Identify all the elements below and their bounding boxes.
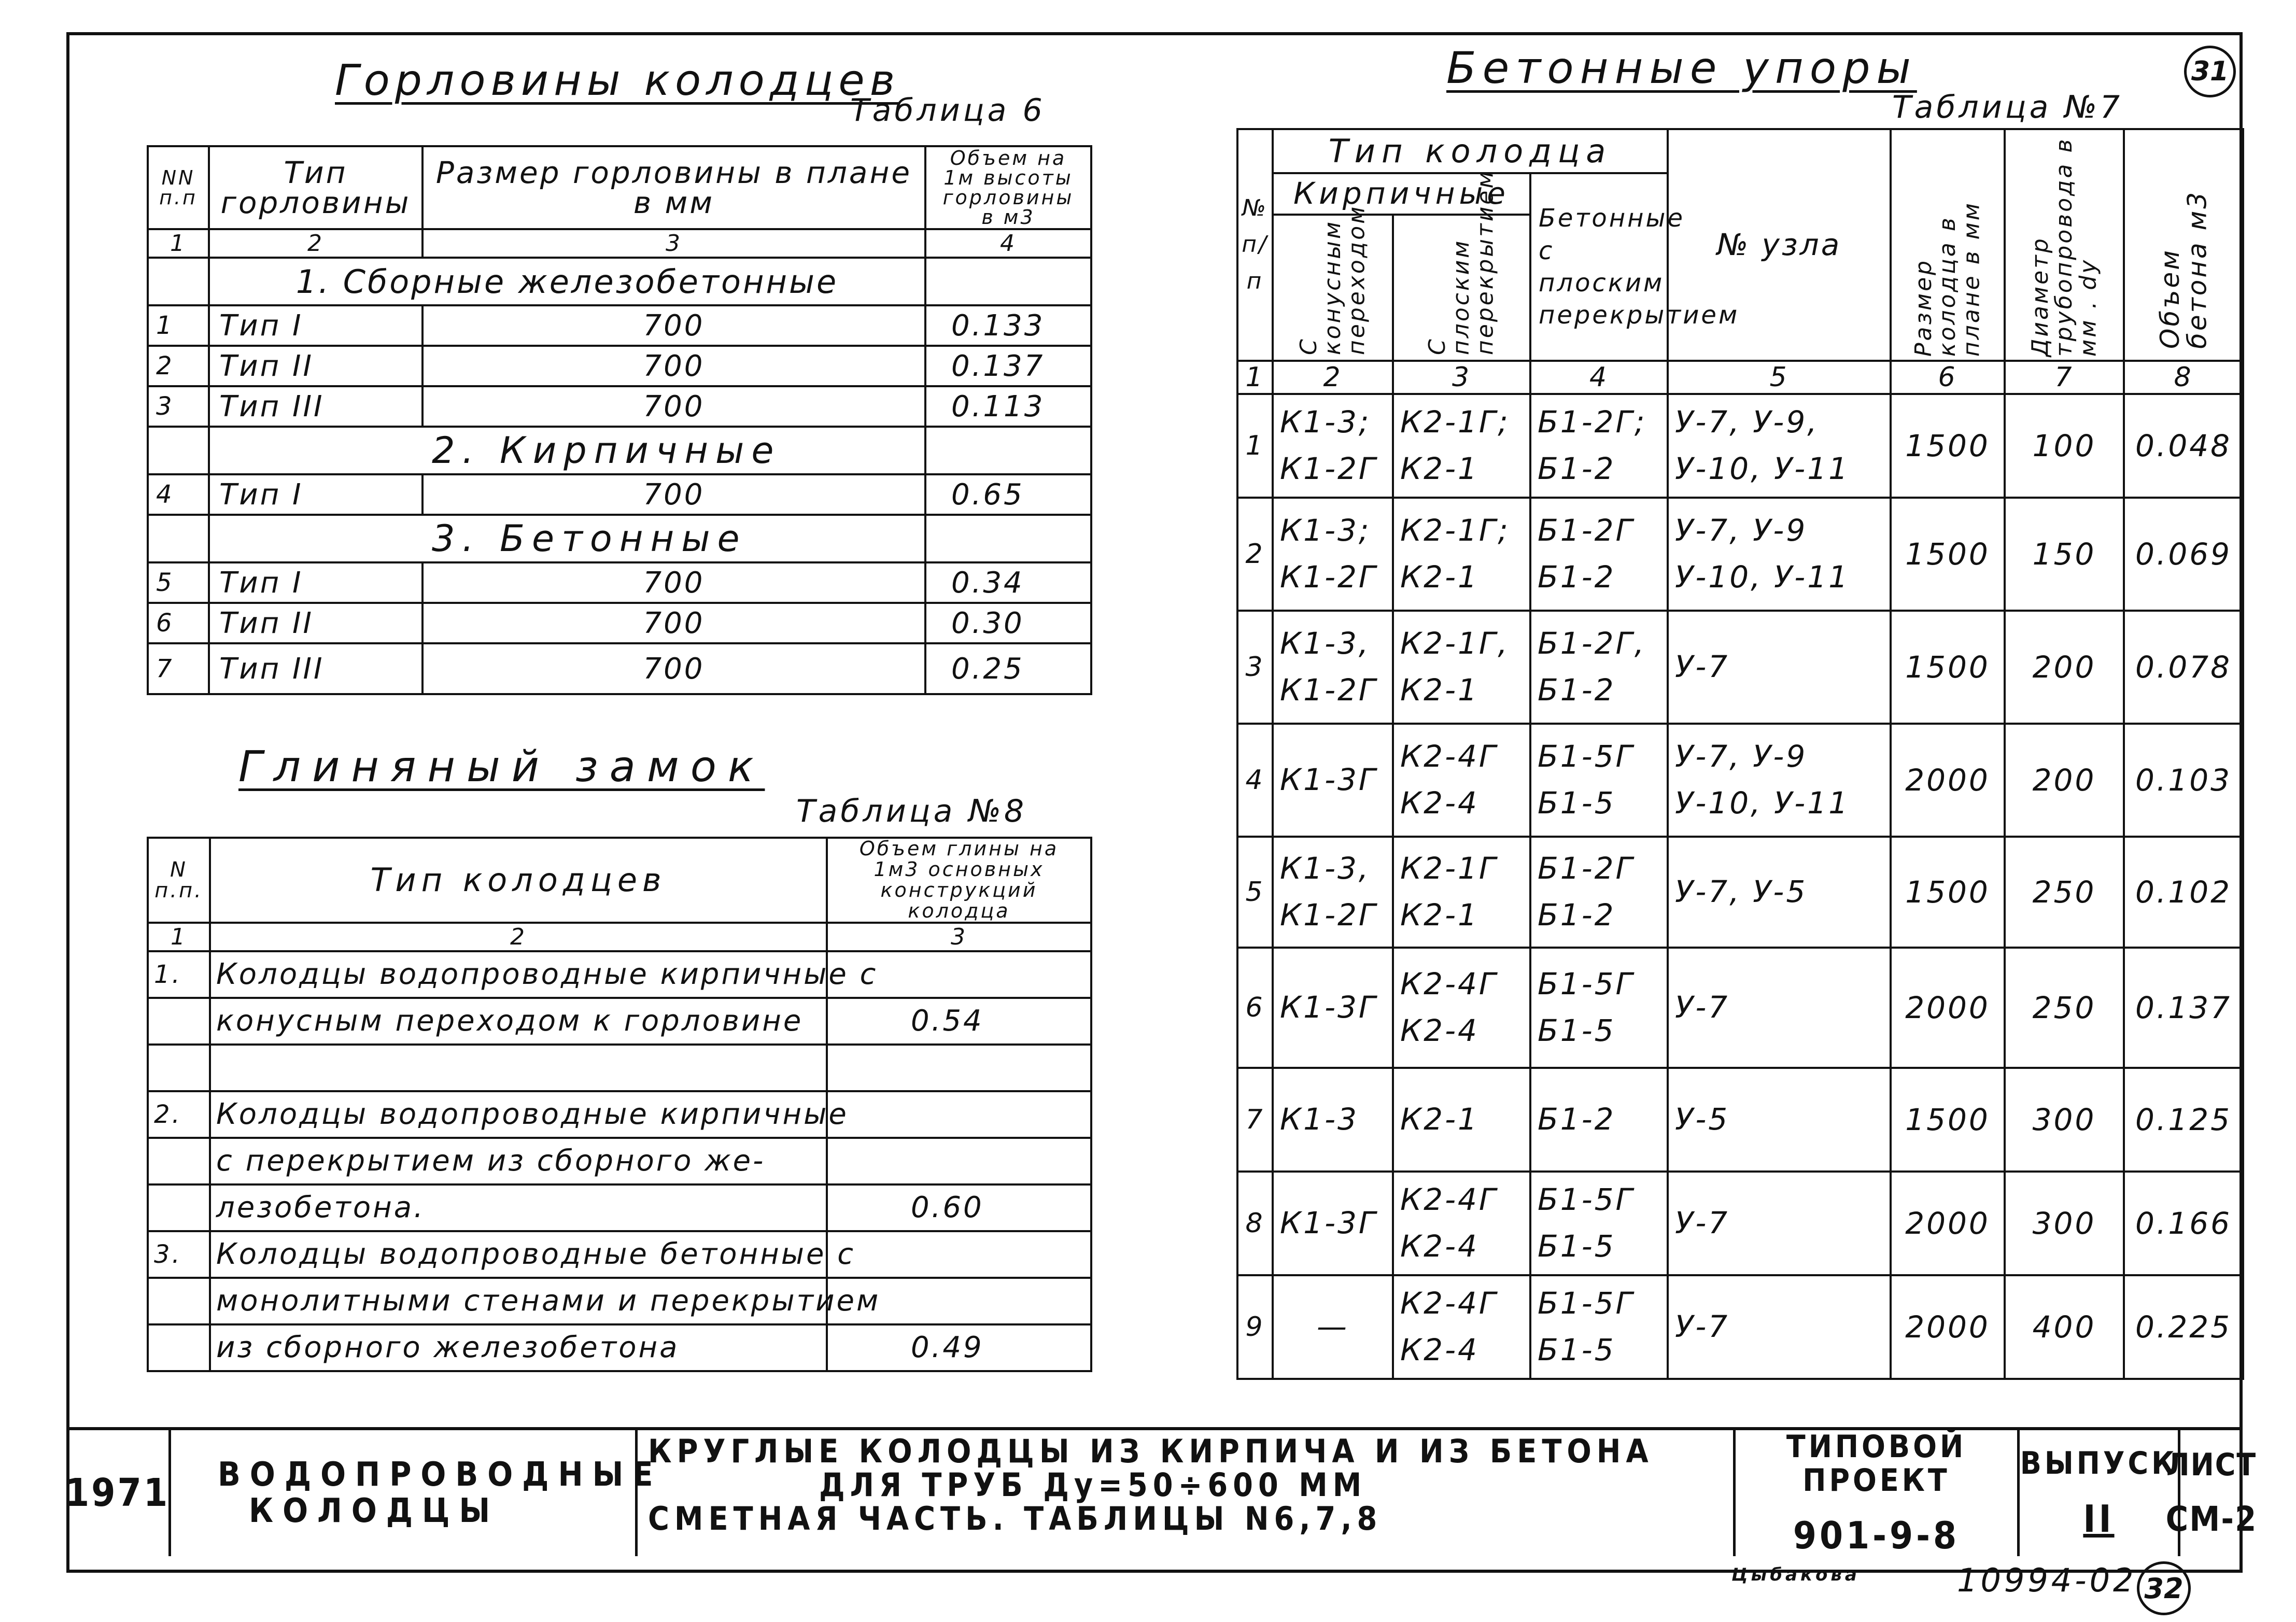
table6-cell-n: 2 (148, 346, 209, 386)
table7-cell-cone (1273, 611, 1393, 724)
table8-empty-cell (148, 1045, 210, 1091)
description-line-1: КРУГЛЫЕ КОЛОДЦЫ ИЗ КИРПИЧА И ИЗ БЕТОНА (648, 1432, 1654, 1470)
table8-cell-value: 0.49 (827, 1324, 1091, 1371)
table8-empty-cell (827, 1231, 1091, 1278)
table8-cell-text: лезобетона. (210, 1184, 827, 1231)
table6-header-type: Тип горловины (209, 146, 422, 229)
table6-section-title: 1. Сборные железобетонные (209, 258, 925, 305)
table6-cell-size: 700 (422, 305, 925, 346)
table7-cell-volume: 0.166 (2124, 1172, 2243, 1275)
issue-value: II (2083, 1497, 2115, 1541)
table7-header-cone-cell (1273, 204, 1393, 361)
table7-header-diameter: Диаметр трубопровода в мм . dу (2026, 137, 2102, 357)
table7-cell-concrete-line: Б1-5Г (1538, 739, 1635, 774)
table6-cell-type: Тип I (209, 305, 422, 346)
table7-colnum: 7 (2005, 361, 2124, 394)
table7-cell-size: 2000 (1891, 1172, 2005, 1275)
table7-cell-flat (1393, 1275, 1530, 1379)
table-row (148, 1278, 1091, 1324)
table6-cell-type: Тип III (209, 386, 422, 427)
table6 (147, 145, 1092, 695)
table7-cell-flat-line: К2-1 (1400, 559, 1479, 595)
table7-cell-concrete-line: Б1-2 (1538, 672, 1616, 708)
table7-cell-flat-line: К2-4Г (1400, 1182, 1498, 1218)
table-row (1237, 1275, 2243, 1379)
table7-cell-concrete-line: Б1-2 (1538, 451, 1616, 486)
description-line-3: СМЕТНАЯ ЧАСТЬ. ТАБЛИЦЫ N6,7,8 (648, 1500, 1383, 1538)
table6-title: Горловины колодцев (335, 56, 900, 105)
table7-cell-size: 2000 (1891, 948, 2005, 1068)
table7-cell-cone-line: — (1317, 1309, 1349, 1345)
table7-cell-node (1668, 724, 1891, 837)
table7-cell-flat (1393, 394, 1530, 498)
table7-cell-concrete-line: Б1-5 (1538, 1332, 1616, 1367)
table8-empty-cell (827, 1045, 1091, 1091)
table-row (1237, 498, 2243, 611)
table6-empty-cell (925, 258, 1091, 305)
table-row (148, 1231, 1091, 1278)
table7-header-brick-flat: С плоским перекрытием (1424, 169, 1499, 355)
table-row (148, 386, 1091, 427)
table8-cell-n: 1. (148, 951, 210, 998)
table7-header-node: № узла (1668, 129, 1891, 361)
table8-colnum: 2 (210, 923, 827, 951)
table7-cell-diameter: 200 (2005, 611, 2124, 724)
table7-cell-concrete-line: Б1-5Г (1538, 1286, 1635, 1321)
table7-cell-cone-line: К1-3Г (1280, 762, 1378, 798)
table7-colnum: 1 (1237, 361, 1273, 394)
table8-cell-text: конусным переходом к горловине (210, 998, 827, 1045)
table6-cell-n: 4 (148, 474, 209, 515)
table7-header-dia-cell (2005, 129, 2124, 361)
title-block-year: 1971 (66, 1430, 171, 1556)
title-block-sheet (2165, 1430, 2258, 1556)
table6-empty-cell (209, 427, 422, 474)
table7-cell-volume: 0.125 (2124, 1068, 2243, 1172)
table7-body (1237, 394, 2243, 1379)
table7-cell-node (1668, 837, 1891, 948)
table7-cell-size: 1500 (1891, 394, 2005, 498)
table6-cell-volume: 0.137 (925, 346, 1091, 386)
table7-cell-diameter: 250 (2005, 948, 2124, 1068)
table7-header-n: № п/п (1237, 129, 1273, 361)
table7-cell-size: 2000 (1891, 1275, 2005, 1379)
doc-number: 10994-02 (1957, 1561, 2137, 1599)
table7-cell-concrete (1530, 1275, 1668, 1379)
table7-header-well-type: Тип колодца (1273, 129, 1668, 173)
signature: Цыбакова (1731, 1564, 1860, 1585)
table7-cell-flat-line: К2-1 (1400, 672, 1479, 708)
table7-cell-diameter: 100 (2005, 394, 2124, 498)
table7-cell-node-line: У-7 (1675, 1309, 1730, 1345)
table7-cell-n: 9 (1237, 1275, 1273, 1379)
table8-cell-text: из сборного железобетона (210, 1324, 827, 1371)
table6-cell-type: Тип II (209, 346, 422, 386)
table-row (148, 1324, 1091, 1371)
table7-cell-volume: 0.103 (2124, 724, 2243, 837)
table7-cell-flat (1393, 724, 1530, 837)
table7-cell-cone-line: К1-3 (1280, 1102, 1359, 1137)
table7-cell-concrete-line: Б1-2Г (1538, 513, 1635, 548)
table6-cell-size: 700 (422, 603, 925, 643)
table7-cell-concrete-line: Б1-5 (1538, 1229, 1616, 1264)
table7-cell-flat (1393, 948, 1530, 1068)
table7-colnum: 5 (1668, 361, 1891, 394)
table7-cell-concrete (1530, 948, 1668, 1068)
table6-cell-volume: 0.113 (925, 386, 1091, 427)
table7-cell-cone-line: К1-2Г (1280, 559, 1378, 595)
table7-cell-flat (1393, 611, 1530, 724)
table6-cell-n: 6 (148, 603, 209, 643)
table7-cell-node-line: У-7, У-9 (1675, 513, 1808, 548)
table7-cell-n: 4 (1237, 724, 1273, 837)
table6-empty-cell (148, 258, 209, 305)
table6-cell-type: Тип I (209, 474, 422, 515)
table7-cell-concrete (1530, 837, 1668, 948)
table7-cell-flat-line: К2-1 (1400, 897, 1479, 933)
table8 (147, 837, 1092, 1372)
table-row (148, 1184, 1091, 1231)
table7-cell-diameter: 300 (2005, 1172, 2124, 1275)
table7-cell-size: 1500 (1891, 611, 2005, 724)
table6-cell-volume: 0.133 (925, 305, 1091, 346)
table-row (1237, 724, 2243, 837)
table7-cell-concrete-line: Б1-5 (1538, 1013, 1616, 1048)
table7-cell-concrete (1530, 498, 1668, 611)
table7-cell-concrete-line: Б1-2Г; (1538, 404, 1647, 440)
table8-empty-cell (827, 1091, 1091, 1138)
table7-cell-flat-line: К2-4 (1400, 1332, 1479, 1367)
table7-cell-node-line: У-7 (1675, 990, 1730, 1025)
table8-empty-cell (148, 1278, 210, 1324)
table7-cell-concrete-line: Б1-5Г (1538, 966, 1635, 1002)
table7-colnum: 6 (1891, 361, 2005, 394)
table8-colnum: 3 (827, 923, 1091, 951)
table-row (148, 346, 1091, 386)
table7-cell-node (1668, 611, 1891, 724)
table7-cell-cone (1273, 837, 1393, 948)
table6-header-n: NN п.п (148, 146, 209, 229)
table6-colnum: 1 (148, 229, 209, 258)
table8-header-n: N п.п. (148, 838, 210, 923)
table7-cell-flat-line: К2-1 (1400, 1102, 1479, 1137)
table6-caption: Таблица 6 (850, 92, 1046, 129)
table7-cell-node-line: У-10, У-11 (1675, 559, 1850, 595)
table7-cell-n: 5 (1237, 837, 1273, 948)
table7-cell-concrete-line: Б1-2 (1538, 1102, 1616, 1137)
table8-empty-cell (148, 1324, 210, 1371)
table7-cell-node-line: У-7 (1675, 1205, 1730, 1241)
table7-cell-volume: 0.078 (2124, 611, 2243, 724)
table7-cell-diameter: 250 (2005, 837, 2124, 948)
table-row (148, 305, 1091, 346)
table7-caption: Таблица №7 (1892, 89, 2123, 125)
next-page-badge (2137, 1561, 2191, 1615)
table7-cell-node-line: У-7, У-5 (1675, 874, 1808, 910)
table7-cell-concrete (1530, 394, 1668, 498)
table8-cell-text: Колодцы водопроводные кирпичные (210, 1091, 827, 1138)
table7-cell-flat-line: К2-4 (1400, 1013, 1479, 1048)
table7-cell-diameter: 150 (2005, 498, 2124, 611)
table7-cell-node-line: У-5 (1675, 1102, 1730, 1137)
table-row (1237, 611, 2243, 724)
table7-cell-n: 7 (1237, 1068, 1273, 1172)
table7-cell-concrete-line: Б1-5 (1538, 785, 1616, 821)
table7-colnum: 4 (1530, 361, 1668, 394)
table7-header-size: Размер колодца в плане в мм (1910, 201, 1985, 357)
table8-header-type: Тип колодцев (210, 838, 827, 923)
page-number: 31 (2191, 56, 2229, 87)
table6-section-row (148, 427, 1091, 474)
table-row (148, 1138, 1091, 1184)
table7-cell-flat (1393, 837, 1530, 948)
table7-cell-cone-line: К1-2Г (1280, 897, 1378, 933)
table7-cell-node-line: У-10, У-11 (1675, 451, 1850, 486)
table7-cell-concrete (1530, 611, 1668, 724)
table8-cell-text: монолитными стенами и перекрытием (210, 1278, 827, 1324)
sheet-value: СМ-2 (2165, 1499, 2258, 1540)
table7-cell-flat (1393, 1172, 1530, 1275)
table6-colnum: 3 (422, 229, 925, 258)
table7 (1236, 128, 2244, 1380)
table7-cell-concrete-line: Б1-2 (1538, 559, 1616, 595)
table-row (1237, 394, 2243, 498)
table6-section-row (148, 258, 1091, 305)
sheet-label: ЛИСТ (2166, 1447, 2257, 1484)
table7-cell-cone (1273, 1172, 1393, 1275)
table7-cell-n: 3 (1237, 611, 1273, 724)
table7-cell-cone-line: К1-2Г (1280, 672, 1378, 708)
table8-colnum: 1 (148, 923, 210, 951)
table7-header-size-cell (1891, 129, 2005, 361)
table8-empty-cell (148, 1138, 210, 1184)
title-block-project (1736, 1430, 2020, 1556)
table6-cell-size: 700 (422, 643, 925, 694)
table7-cell-volume: 0.048 (2124, 394, 2243, 498)
table7-cell-volume: 0.225 (2124, 1275, 2243, 1379)
table6-empty-cell (925, 427, 1091, 474)
table7-cell-cone-line: К1-3Г (1280, 990, 1378, 1025)
table7-cell-concrete-line: Б1-2 (1538, 897, 1616, 933)
table6-cell-size: 700 (422, 386, 925, 427)
table8-cell-text (210, 1045, 827, 1091)
table7-header-row (1237, 129, 2243, 173)
table6-header-row (148, 146, 1091, 229)
table7-cell-node (1668, 1068, 1891, 1172)
table7-cell-cone (1273, 1068, 1393, 1172)
table6-empty-cell (148, 427, 209, 474)
table7-cell-flat-line: К2-4Г (1400, 739, 1498, 774)
title-block-issue (2020, 1430, 2180, 1556)
description-line-2: ДЛЯ ТРУБ Ду=50÷600 ММ (819, 1466, 1367, 1504)
table7-cell-concrete (1530, 1172, 1668, 1275)
table7-cell-flat (1393, 1068, 1530, 1172)
table6-cell-n: 1 (148, 305, 209, 346)
table7-cell-flat (1393, 498, 1530, 611)
table-row (148, 474, 1091, 515)
table7-cell-concrete (1530, 724, 1668, 837)
table7-header-volume: Объем бетона м3 (2154, 190, 2213, 349)
table7-cell-concrete (1530, 1068, 1668, 1172)
table7-cell-cone-line: К1-3, (1280, 851, 1371, 886)
table7-cell-cone-line: К1-3; (1280, 404, 1371, 440)
table8-cell-text: Колодцы водопроводные бетонные с (210, 1231, 827, 1278)
table6-section-title: 2. Кирпичные (422, 427, 925, 474)
table7-cell-cone (1273, 394, 1393, 498)
table6-empty-cell (209, 515, 422, 562)
table-row (1237, 1068, 2243, 1172)
table7-cell-flat-line: К2-1Г (1400, 851, 1498, 886)
table7-cell-flat-line: К2-1 (1400, 451, 1479, 486)
table7-header-vol-cell (2124, 129, 2243, 361)
table6-empty-cell (925, 515, 1091, 562)
page-number-badge (2184, 46, 2236, 97)
table6-section-row (148, 515, 1091, 562)
table6-column-numbers (148, 229, 1091, 258)
table7-cell-size: 1500 (1891, 837, 2005, 948)
title-block-description (638, 1430, 1736, 1556)
table-row (148, 998, 1091, 1045)
table7-cell-node (1668, 1275, 1891, 1379)
table6-cell-volume: 0.34 (925, 562, 1091, 603)
project-label: ТИПОВОЙ ПРОЕКТ (1786, 1428, 1967, 1499)
table7-cell-flat-line: К2-1Г, (1400, 626, 1510, 661)
table7-cell-flat-line: К2-1Г; (1400, 513, 1510, 548)
table8-cell-n: 2. (148, 1091, 210, 1138)
table-row (148, 562, 1091, 603)
table-row (1237, 1172, 2243, 1275)
table-row (148, 643, 1091, 694)
table6-empty-cell (148, 515, 209, 562)
table6-header-size: Размер горловины в плане в мм (422, 146, 925, 229)
subject-line-2: КОЛОДЦЫ (249, 1491, 500, 1530)
table7-cell-flat-line: К2-1Г; (1400, 404, 1510, 440)
table7-cell-n: 8 (1237, 1172, 1273, 1275)
table6-cell-volume: 0.30 (925, 603, 1091, 643)
table6-cell-n: 7 (148, 643, 209, 694)
table7-cell-size: 1500 (1891, 1068, 2005, 1172)
table7-cell-flat-line: К2-4 (1400, 785, 1479, 821)
table8-cell-text: Колодцы водопроводные кирпичные с (210, 951, 827, 998)
table8-empty-cell (148, 998, 210, 1045)
table8-cell-text: с перекрытием из сборного же- (210, 1138, 827, 1184)
table6-cell-size: 700 (422, 474, 925, 515)
table7-cell-flat-line: К2-4Г (1400, 966, 1498, 1002)
table8-cell-value: 0.54 (827, 998, 1091, 1045)
table7-cell-n: 6 (1237, 948, 1273, 1068)
next-page-number: 32 (2144, 1572, 2184, 1605)
table-row (1237, 837, 2243, 948)
title-block-subject (171, 1430, 663, 1556)
table6-cell-n: 5 (148, 562, 209, 603)
table7-cell-concrete-line: Б1-5Г (1538, 1182, 1635, 1218)
table6-cell-size: 700 (422, 346, 925, 386)
table7-cell-diameter: 400 (2005, 1275, 2124, 1379)
table6-section-title: 3. Бетонные (422, 515, 925, 562)
table7-cell-flat-line: К2-4Г (1400, 1286, 1498, 1321)
table7-cell-cone (1273, 1275, 1393, 1379)
table6-cell-volume: 0.65 (925, 474, 1091, 515)
table7-header-brick-cone: С конусным переходом (1295, 204, 1370, 355)
title-block (65, 1427, 2258, 1558)
table8-empty-cell (148, 1184, 210, 1231)
table7-cell-size: 1500 (1891, 498, 2005, 611)
table-row (1237, 948, 2243, 1068)
table7-cell-n: 2 (1237, 498, 1273, 611)
project-number: 901-9-8 (1793, 1514, 1960, 1558)
table7-colnum: 2 (1273, 361, 1393, 394)
table7-header-brick: Кирпичные (1273, 173, 1530, 215)
table7-cell-node-line: У-7, У-9, (1675, 404, 1819, 440)
table7-cell-concrete-line: Б1-2Г (1538, 851, 1635, 886)
table8-title: Глиняный замок (238, 742, 765, 792)
table7-cell-cone (1273, 498, 1393, 611)
table7-title: Бетонные упоры (1446, 43, 1917, 93)
table7-cell-node (1668, 948, 1891, 1068)
table8-empty-cell (827, 1138, 1091, 1184)
table7-cell-n: 1 (1237, 394, 1273, 498)
table6-colnum: 2 (209, 229, 422, 258)
table7-colnum: 3 (1393, 361, 1530, 394)
table7-cell-node-line: У-10, У-11 (1675, 785, 1850, 821)
table-row (148, 1045, 1091, 1091)
table-row (148, 951, 1091, 998)
table6-cell-size: 700 (422, 562, 925, 603)
table7-header-concrete: Бетонные с плоским перекрытием (1530, 173, 1668, 361)
table7-column-numbers (1237, 361, 2243, 394)
table7-cell-node (1668, 498, 1891, 611)
table6-cell-type: Тип II (209, 603, 422, 643)
table-row (148, 1091, 1091, 1138)
table7-cell-cone-line: К1-3; (1280, 513, 1371, 548)
table6-header-volume: Объем на 1м высоты горловины в м3 (925, 146, 1091, 229)
table7-cell-cone (1273, 724, 1393, 837)
table-row (148, 603, 1091, 643)
table7-cell-volume: 0.102 (2124, 837, 2243, 948)
table8-cell-value: 0.60 (827, 1184, 1091, 1231)
table7-cell-concrete-line: Б1-2Г, (1538, 626, 1646, 661)
table8-column-numbers (148, 923, 1091, 951)
table7-cell-size: 2000 (1891, 724, 2005, 837)
table6-cell-type: Тип III (209, 643, 422, 694)
table7-cell-flat-line: К2-4 (1400, 1229, 1479, 1264)
table6-colnum: 4 (925, 229, 1091, 258)
table7-cell-cone-line: К1-2Г (1280, 451, 1378, 486)
table7-cell-node-line: У-7, У-9 (1675, 739, 1808, 774)
table7-cell-node (1668, 394, 1891, 498)
table7-cell-volume: 0.069 (2124, 498, 2243, 611)
table7-cell-node (1668, 1172, 1891, 1275)
table7-cell-node-line: У-7 (1675, 649, 1730, 685)
issue-label: ВЫПУСК (2020, 1445, 2178, 1482)
table7-cell-diameter: 300 (2005, 1068, 2124, 1172)
table7-cell-volume: 0.137 (2124, 948, 2243, 1068)
subject-line-1: ВОДОПРОВОДНЫЕ (218, 1456, 663, 1494)
table6-cell-n: 3 (148, 386, 209, 427)
table8-header-volume: Объем глины на 1м3 основных конструкций колодца (827, 838, 1091, 923)
table7-cell-diameter: 200 (2005, 724, 2124, 837)
table8-cell-n: 3. (148, 1231, 210, 1278)
table6-cell-type: Тип I (209, 562, 422, 603)
table7-cell-cone (1273, 948, 1393, 1068)
table7-cell-cone-line: К1-3, (1280, 626, 1371, 661)
table7-cell-cone-line: К1-3Г (1280, 1205, 1378, 1241)
table6-cell-volume: 0.25 (925, 643, 1091, 694)
table8-header-row (148, 838, 1091, 923)
table7-colnum: 8 (2124, 361, 2243, 394)
table8-caption: Таблица №8 (796, 793, 1027, 829)
